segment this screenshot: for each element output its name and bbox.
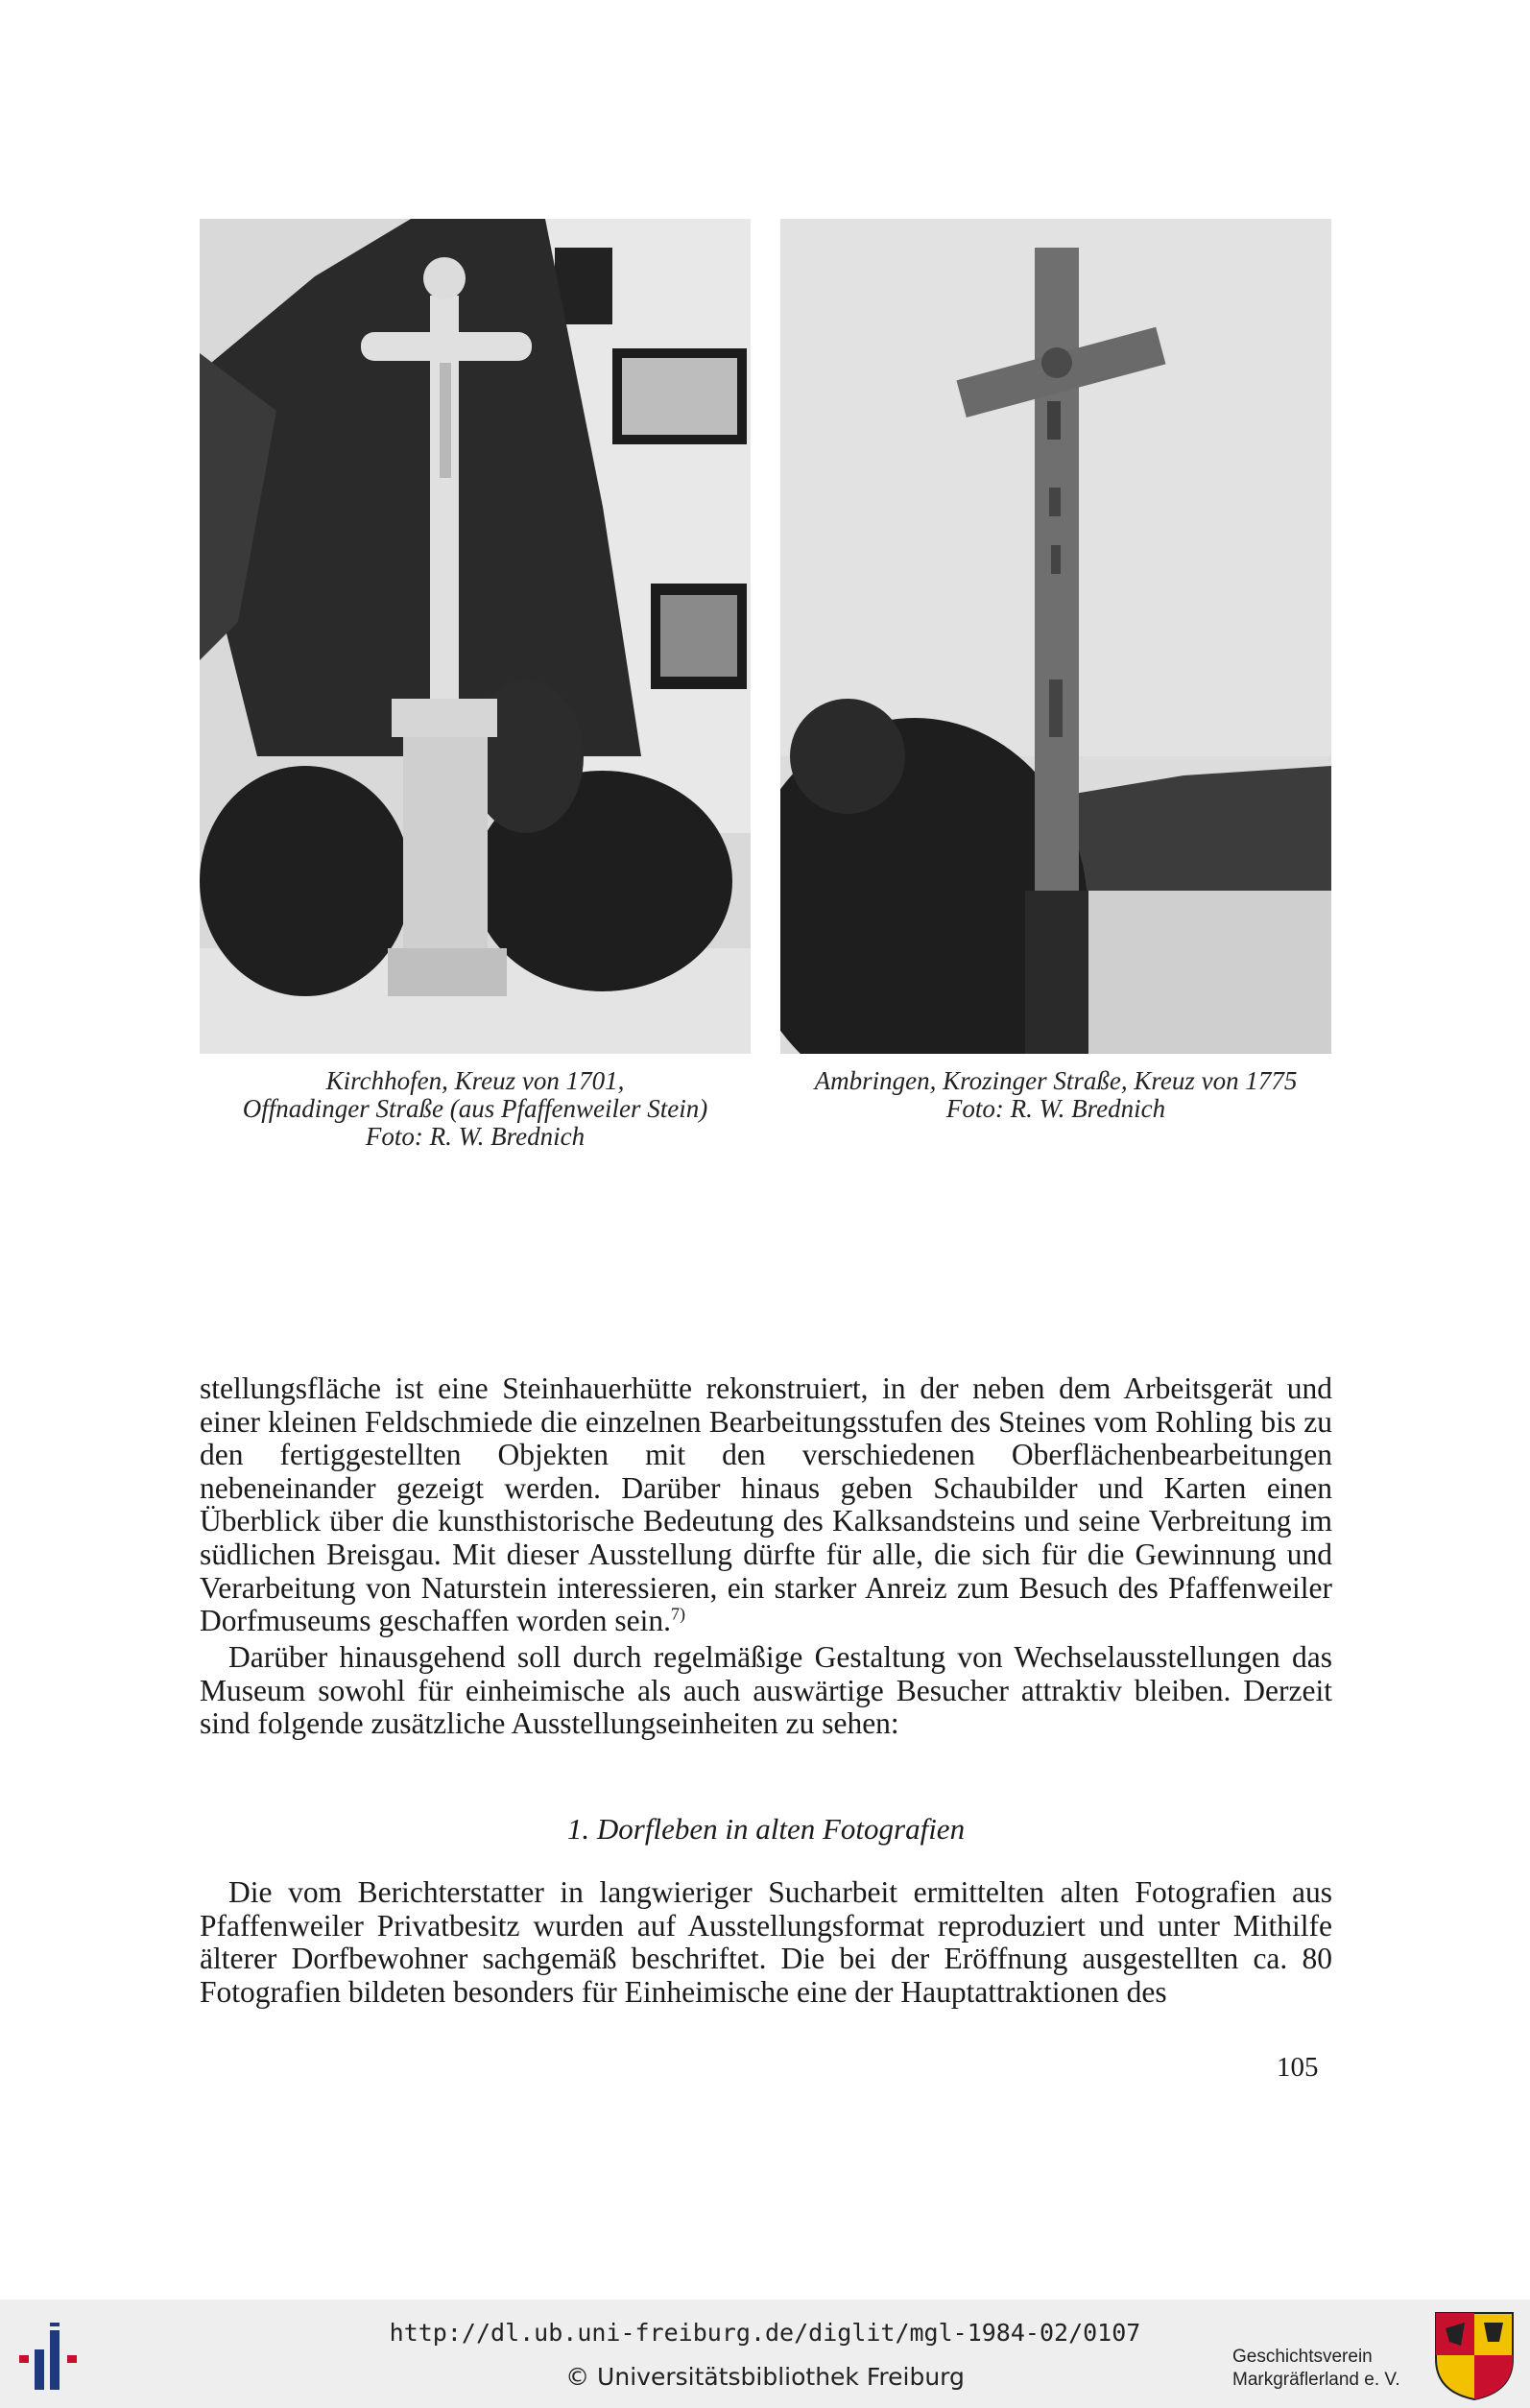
kirchhofen-cross-image <box>200 219 751 1054</box>
copyright-notice: © Universitätsbibliothek Freiburg <box>565 2363 965 2391</box>
society-name-line: Geschichtsverein <box>1232 2347 1373 2367</box>
caption-line: Kirchhofen, Kreuz von 1701, <box>325 1066 625 1095</box>
paragraph-text: Darüber hinausgehend soll durch regelmäßige Gestaltung von Wechselausstellungen das Museum sowohl für einheimische als auch auswärtige Besucher attraktiv bleiben. Derzeit sind folgende zusätzliche Ausstellungseinheiten zu sehen: <box>200 1640 1332 1741</box>
ambringen-cross-image <box>780 219 1331 1054</box>
society-crest-icon[interactable] <box>1432 2309 1517 2401</box>
body-paragraph <box>200 1876 1332 2009</box>
caption-line: Foto: R. W. Brednich <box>365 1122 586 1151</box>
page-number: 105 <box>1277 2052 1319 2083</box>
caption-line: Ambringen, Krozinger Straße, Kreuz von 1775 <box>814 1066 1298 1095</box>
caption-line: Foto: R. W. Brednich <box>945 1094 1166 1123</box>
footer-bar <box>0 2300 1530 2408</box>
section-heading: 1. Dorfleben in alten Fotografien <box>566 1812 966 1846</box>
society-name <box>1232 2346 1400 2392</box>
paragraph-text: Die vom Berichterstatter in langwieriger Sucharbeit ermittelten alten Fotografien aus Pfaffenweiler Privatbesitz wurden auf Ausstellungsformat reproduziert und unter Mithilfe älterer Dorfbewohner sachgemäß beschriftet. Die bei der Eröffnung ausgestellten ca. 80 Fotografien bildeten besonders für Einheimische eine der Hauptattraktionen des <box>200 1875 1332 2009</box>
figure-caption-left <box>182 1067 768 1151</box>
society-name-line: Markgräflerland e. V. <box>1232 2370 1400 2390</box>
paragraph-text: stellungsfläche ist eine Steinhauerhütte rekonstruiert, in der neben dem Arbeitsgerät und einer kleinen Feldschmiede die einzelnen Bearbeitungsstufen des Steines vom Rohling bis zu den fertiggestellten Objekten mit den verschiedenen Oberflächenbearbeitungen nebeneinander gezeigt werden. Darüber hinaus geben Schaubilder und Karten einen Überblick über die kunsthistorische Bedeutung des Kalksandsteins und seine Verbreitung im südlichen Breisgau. Mit dieser Ausstellung dürfte für alle, die sich für die Gewinnung und Verarbeitung von Naturstein interessieren, ein starker Anreiz zum Besuch des Pfaffenweiler Dorfmuseums geschaffen worden sein. <box>200 1371 1332 1638</box>
figure-photo-ambringen-cross <box>780 219 1331 1054</box>
figure-caption-right <box>768 1067 1344 1123</box>
figure-photo-kirchhofen-cross <box>200 219 751 1054</box>
body-paragraph <box>200 1372 1332 1638</box>
document-url-link[interactable]: http://dl.ub.uni-freiburg.de/diglit/mgl-1984-02/0107 <box>389 2319 1141 2347</box>
footnote-reference[interactable]: 7) <box>671 1604 686 1624</box>
caption-line: Offnadinger Straße (aus Pfaffenweiler Stein) <box>242 1094 708 1123</box>
body-paragraph <box>200 1641 1332 1741</box>
